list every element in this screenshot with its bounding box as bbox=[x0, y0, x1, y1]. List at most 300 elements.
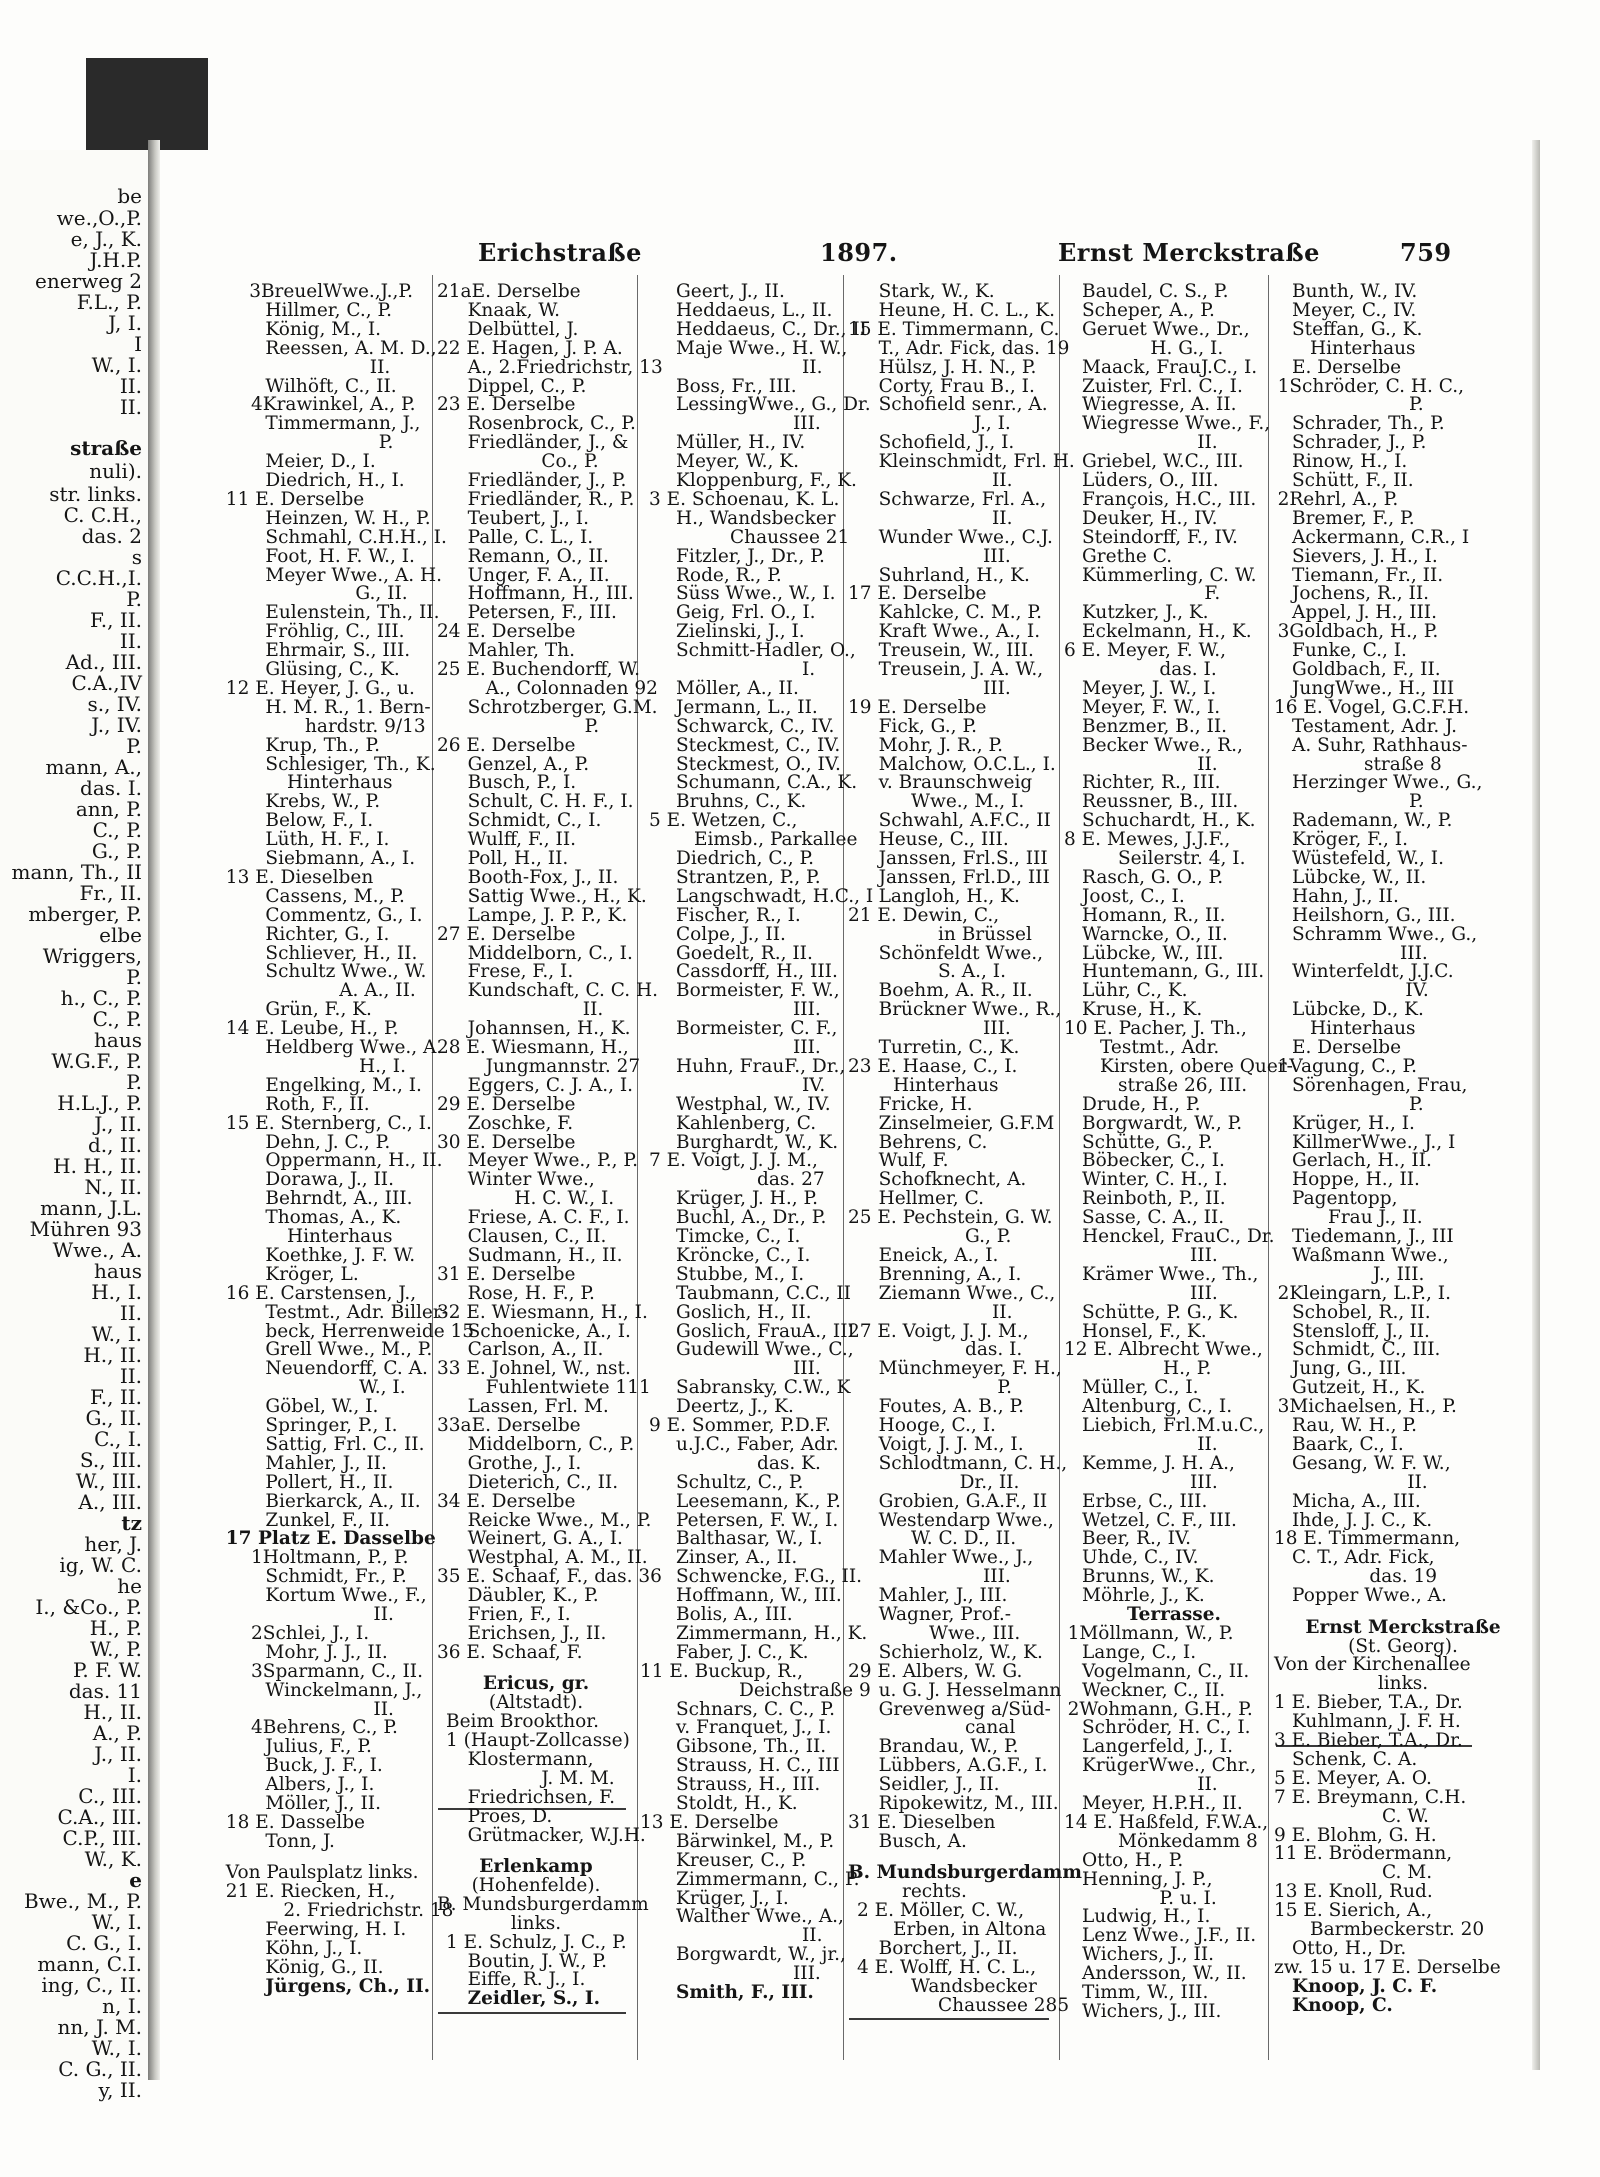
directory-entry-line: Knaak, W. bbox=[467, 299, 561, 321]
directory-entry-line: Steffan, G., K. bbox=[1292, 318, 1423, 340]
page-edge-shadow bbox=[1532, 140, 1540, 2070]
directory-entry-line: II. bbox=[992, 1301, 1013, 1323]
directory-entry-line: G., P. bbox=[965, 1226, 1012, 1247]
directory-entry-line: II. bbox=[1197, 432, 1218, 454]
left-page-line: J., II. bbox=[94, 1112, 142, 1136]
directory-entry-line: straße 8 bbox=[1364, 753, 1442, 775]
left-facing-page-fragment bbox=[0, 150, 151, 2102]
directory-entry-line: links. bbox=[510, 1912, 562, 1934]
directory-entry-line: Erbse, C., III. bbox=[1082, 1490, 1208, 1512]
directory-entry-line: Zuister, Frl. C., I. bbox=[1082, 375, 1243, 397]
directory-entry-line: Eimsb., Parkallee bbox=[694, 829, 858, 851]
directory-entry-line: 27 E. Voigt, J. J. M., bbox=[848, 1320, 1029, 1342]
directory-entry-line: Heddaeus, L., II. bbox=[676, 299, 833, 321]
directory-entry-line: H. G., I. bbox=[1150, 337, 1224, 359]
directory-entry-line: Lübbers, A.G.F., I. bbox=[878, 1755, 1048, 1777]
directory-entry-line: Eneick, A., I. bbox=[878, 1244, 999, 1266]
directory-entry-line: Geruet Wwe., Dr., bbox=[1082, 318, 1250, 340]
left-page-line: elbe bbox=[99, 923, 142, 947]
directory-entry-line: H., P. bbox=[1163, 1358, 1212, 1380]
directory-entry-line: Rinow, H., I. bbox=[1292, 451, 1408, 473]
page-number: 759 bbox=[1400, 238, 1452, 267]
directory-entry-line: 15 E. Sternberg, C., I. bbox=[225, 1112, 432, 1134]
left-page-line: F., II. bbox=[90, 608, 142, 632]
directory-entry-line: Joost, C., I. bbox=[1082, 885, 1185, 907]
left-page-line: C.C.H.,I. bbox=[55, 566, 142, 590]
directory-entry-line: u.J.C., Faber, Adr. bbox=[676, 1433, 839, 1455]
directory-entry-line: Timm, W., III. bbox=[1082, 1982, 1209, 2003]
directory-entry-line: Ripokewitz, M., III. bbox=[878, 1793, 1059, 1814]
directory-entry-line: II. bbox=[1197, 1433, 1218, 1455]
directory-entry-line: H. M. R., 1. Bern- bbox=[265, 696, 431, 718]
directory-entry-line: Buchl, A., Dr., P. bbox=[676, 1207, 827, 1229]
directory-entry-line: Mohr, J. R., P. bbox=[878, 734, 1004, 756]
directory-entry-line: Booth-Fox, J., II. bbox=[467, 866, 619, 888]
left-page-line: II. bbox=[119, 374, 142, 398]
directory-entry-line: Lübcke, W., II. bbox=[1292, 866, 1427, 888]
left-page-line: Bwe., M., P. bbox=[23, 1889, 142, 1913]
directory-entry-line: Lassen, Frl. M. bbox=[467, 1396, 609, 1418]
directory-entry-line: Goldbach, F., II. bbox=[1292, 659, 1441, 680]
directory-heading: Jürgens, Ch., II. bbox=[265, 1975, 431, 1997]
directory-entry-line: Teubert, J., I. bbox=[467, 507, 589, 529]
directory-entry-line: Kümmerling, C. W. bbox=[1082, 564, 1257, 586]
directory-entry-line: Ehrmair, S., III. bbox=[265, 640, 411, 662]
directory-entry-line: Siebmann, A., I. bbox=[265, 848, 416, 869]
left-page-line: das. I. bbox=[80, 776, 142, 800]
left-page-line: d., II. bbox=[87, 1133, 142, 1157]
directory-entry-line: Schütte, G., P. bbox=[1082, 1131, 1213, 1153]
directory-entry-line: Wulff, F., II. bbox=[467, 829, 577, 851]
left-page-line: J., IV. bbox=[91, 713, 142, 737]
directory-entry-line: C. W. bbox=[1382, 1805, 1429, 1827]
directory-entry-line: Schliever, H., II. bbox=[265, 942, 418, 964]
left-page-line: W.G.F., P. bbox=[51, 1049, 142, 1073]
left-page-line: W., I. bbox=[91, 1322, 142, 1346]
left-page-line: ing, C., II. bbox=[41, 1973, 142, 1997]
directory-entry-line: III. bbox=[1190, 1244, 1218, 1266]
left-page-line: Ad., III. bbox=[65, 650, 142, 674]
directory-heading: 17 Platz E. Dasselbe bbox=[225, 1528, 436, 1550]
directory-entry-line: Gudewill Wwe., C., bbox=[676, 1339, 854, 1361]
left-page-line: C.A., III. bbox=[57, 1805, 142, 1829]
directory-entry-line: Middelborn, C., P. bbox=[467, 1433, 635, 1455]
directory-entry-line: Rosenbrock, C., P. bbox=[467, 413, 636, 435]
directory-entry-line: Hellmer, C. bbox=[878, 1188, 984, 1210]
directory-entry-line: Kemme, J. H. A., bbox=[1082, 1452, 1235, 1474]
directory-entry-line: Barmbeckerstr. 20 bbox=[1310, 1919, 1485, 1940]
directory-entry-line: links. bbox=[1377, 1673, 1429, 1695]
left-page-line: mann, J.L. bbox=[40, 1196, 142, 1220]
directory-entry-line: Turretin, C., K. bbox=[878, 1037, 1020, 1058]
directory-entry-line: Kuhlmann, J. F. H. bbox=[1292, 1711, 1461, 1733]
directory-entry-line: Schumann, C.A., K. bbox=[676, 772, 858, 794]
directory-entry-line: Wulf, F. bbox=[878, 1150, 949, 1172]
directory-entry-line: P. u. I. bbox=[1159, 1887, 1217, 1909]
directory-entry-line: v. Braunschweig bbox=[878, 772, 1033, 794]
directory-entry-line: 4 E. Wolff, H. C. L., bbox=[857, 1956, 1037, 1978]
directory-entry-line: 2. Friedrichstr. 18 bbox=[283, 1900, 454, 1922]
directory-heading: Ernst Merckstraße bbox=[1305, 1616, 1501, 1638]
directory-entry-line: 16 E. Vogel, G.C.F.H. bbox=[1274, 696, 1470, 718]
directory-entry-line: Glüsing, C., K. bbox=[265, 659, 400, 680]
directory-entry-line: III. bbox=[793, 999, 821, 1021]
directory-entry-line: Frese, F., I. bbox=[467, 961, 574, 983]
directory-entry-line: III. bbox=[983, 1566, 1011, 1588]
left-page-line: I bbox=[134, 332, 142, 356]
directory-entry-line: Westendarp Wwe., bbox=[878, 1509, 1054, 1531]
directory-heading: Smith, F., III. bbox=[676, 1982, 814, 2003]
directory-entry-line: 28 E. Wiesmann, H., bbox=[437, 1037, 629, 1058]
directory-entry-line: Dehn, J. C., P. bbox=[265, 1131, 391, 1153]
directory-entry-line: Mahler, J., II. bbox=[265, 1452, 387, 1474]
directory-entry-line: Kahlcke, C. M., P. bbox=[878, 602, 1042, 624]
directory-entry-line: Genzel, A., P. bbox=[467, 753, 590, 775]
directory-entry-line: II. bbox=[802, 356, 823, 378]
directory-entry-line: hardstr. 9/13 bbox=[305, 715, 426, 737]
directory-entry-line: Göbel, W., I. bbox=[265, 1396, 379, 1418]
directory-entry-line: Goedelt, R., II. bbox=[676, 942, 813, 964]
directory-entry-line: 4Krawinkel, A., P. bbox=[251, 394, 416, 416]
directory-entry-line: Schramm Wwe., G., bbox=[1292, 923, 1478, 945]
directory-entry-line: Wwe., III. bbox=[929, 1622, 1021, 1644]
directory-entry-line: Sasse, C. A., II. bbox=[1082, 1207, 1225, 1229]
directory-entry-line: Zoschke, F. bbox=[467, 1112, 574, 1134]
directory-entry-line: Jung, G., III. bbox=[1292, 1358, 1407, 1380]
directory-entry-line: Testament, Adr. J. bbox=[1292, 715, 1458, 737]
directory-entry-line: Borgwardt, W., jr., bbox=[676, 1944, 846, 1966]
directory-entry-line: Hinterhaus bbox=[287, 772, 393, 794]
directory-entry-line: Timmermann, J., bbox=[265, 413, 421, 435]
directory-entry-line: Hinterhaus bbox=[1310, 1018, 1416, 1040]
directory-entry-line: Bolis, A., III. bbox=[676, 1604, 793, 1625]
directory-entry-line: Mahler, Th. bbox=[467, 640, 576, 662]
directory-entry-line: Becker Wwe., R., bbox=[1082, 734, 1243, 756]
directory-entry-line: Stubbe, M., I. bbox=[676, 1263, 805, 1285]
left-page-line: C. G., II. bbox=[58, 2057, 142, 2081]
directory-entry-line: Zinser, A., II. bbox=[676, 1547, 798, 1569]
directory-entry-line: Stark, W., K. bbox=[878, 281, 995, 302]
directory-entry-line: Heldberg Wwe., A. bbox=[265, 1037, 443, 1058]
left-page-line: Wriggers, bbox=[42, 944, 142, 968]
directory-entry-line: Schrotzberger, G.M. bbox=[467, 696, 658, 718]
directory-entry-line: Grün, F., K. bbox=[265, 999, 372, 1021]
directory-entry-line: Taubmann, C.C., II bbox=[676, 1282, 851, 1304]
directory-entry-line: 32 E. Wiesmann, H., I. bbox=[437, 1301, 648, 1323]
left-page-line: C.P., III. bbox=[62, 1826, 142, 1850]
directory-entry-line: Däubler, K., P. bbox=[467, 1585, 599, 1607]
directory-entry-line: Bremer, F., P. bbox=[1292, 507, 1415, 529]
directory-entry-line: Schofield senr., A. bbox=[878, 394, 1048, 416]
directory-entry-line: III. bbox=[1190, 1282, 1218, 1304]
directory-entry-line: 31 E. Dieselben bbox=[848, 1811, 996, 1833]
directory-entry-line: Middelborn, C., I. bbox=[467, 942, 633, 964]
directory-entry-line: Kröger, F., I. bbox=[1292, 829, 1408, 851]
directory-entry-line: Micha, A., III. bbox=[1292, 1490, 1421, 1512]
directory-entry-line: Borchert, J., II. bbox=[878, 1937, 1018, 1959]
left-page-line: das. 11 bbox=[68, 1679, 142, 1703]
directory-entry-line: Meyer, H.P.H., II. bbox=[1082, 1793, 1243, 1814]
left-page-line: mberger, P. bbox=[28, 902, 142, 926]
directory-entry-line: Rademann, W., P. bbox=[1292, 810, 1453, 832]
directory-entry-line: Schmahl, C.H.H., I. bbox=[265, 526, 447, 548]
directory-entry-line: canal bbox=[965, 1717, 1016, 1739]
directory-entry-line: 15 E. Sierich, A., bbox=[1274, 1900, 1433, 1922]
directory-entry-line: 2Rehrl, A., P. bbox=[1277, 488, 1399, 510]
directory-entry-line: Hinterhaus bbox=[287, 1226, 393, 1247]
directory-entry-line: Otto, H., Dr. bbox=[1292, 1937, 1407, 1959]
directory-entry-line: Kirsten, obere Quer- bbox=[1100, 1055, 1293, 1077]
directory-entry-line: 6 E. Meyer, F. W., bbox=[1064, 640, 1227, 662]
directory-entry-line: Sudmann, H., II. bbox=[467, 1244, 623, 1266]
directory-entry-line: Schrader, J., P. bbox=[1292, 432, 1427, 454]
left-page-line: haus bbox=[94, 1259, 142, 1283]
directory-entry-line: H., Wandsbecker bbox=[676, 507, 836, 529]
directory-entry-line: Grevenweg a/Süd- bbox=[878, 1698, 1051, 1720]
directory-entry-line: Foutes, A. B., P. bbox=[878, 1396, 1025, 1418]
directory-column-3 bbox=[640, 281, 874, 2062]
directory-entry-line: Eulenstein, Th., II. bbox=[265, 602, 440, 624]
directory-entry-line: LessingWwe., G., Dr. bbox=[676, 394, 871, 416]
directory-entry-line: 30 E. Derselbe bbox=[437, 1131, 576, 1153]
directory-heading: Erlenkamp bbox=[479, 1856, 593, 1877]
directory-entry-line: 8 E. Mewes, J.J.F., bbox=[1064, 829, 1231, 851]
directory-entry-line: 1 E. Schulz, J. C., P. bbox=[446, 1931, 627, 1953]
directory-column-2 bbox=[437, 281, 663, 2062]
directory-entry-line: Lampe, J. P. P., K. bbox=[467, 904, 628, 926]
directory-entry-line: 16 E. Carstensen, J., bbox=[225, 1282, 417, 1304]
directory-entry-line: Commentz, G., I. bbox=[265, 904, 423, 926]
directory-entry-line: Richter, R., III. bbox=[1082, 772, 1221, 794]
directory-entry-line: III. bbox=[983, 1018, 1011, 1040]
directory-entry-line: Kröger, L. bbox=[265, 1263, 359, 1285]
directory-entry-line: Waßmann Wwe., bbox=[1292, 1244, 1449, 1266]
left-page-line: we.,O.,P. bbox=[56, 206, 142, 230]
directory-entry-line: Bormeister, F. W., bbox=[676, 980, 840, 1002]
left-page-line: P. bbox=[126, 965, 142, 989]
directory-entry-line: Eiffe, R. J., I. bbox=[467, 1969, 586, 1991]
directory-entry-line: Möhrle, J., K. bbox=[1082, 1585, 1205, 1607]
directory-entry-line: Engelking, M., I. bbox=[265, 1074, 422, 1096]
directory-entry-line: Gibsone, Th., II. bbox=[676, 1736, 827, 1758]
directory-entry-line: G., II. bbox=[355, 583, 408, 605]
directory-entry-line: Sabransky, C.W., K bbox=[676, 1377, 851, 1399]
directory-entry-line: Faber, J. C., K. bbox=[676, 1641, 809, 1663]
directory-entry-line: 12 E. Heyer, J. G., u. bbox=[225, 677, 415, 699]
directory-entry-line: P. bbox=[378, 432, 394, 454]
directory-entry-line: Friedrichsen, F. bbox=[467, 1786, 615, 1808]
directory-entry-line: Poll, H., II. bbox=[467, 848, 569, 869]
directory-entry-line: Geig, Frl. O., I. bbox=[676, 602, 816, 624]
left-page-line: J, I. bbox=[108, 311, 142, 335]
directory-entry-line: Schenk, C. A. bbox=[1292, 1748, 1418, 1770]
directory-entry-line: IV. bbox=[1405, 980, 1429, 1002]
directory-entry-line: Funke, C., I. bbox=[1292, 640, 1407, 662]
directory-entry-line: 2Schlei, J., I. bbox=[251, 1622, 370, 1644]
left-page-line: W., P. bbox=[90, 1637, 142, 1661]
directory-entry-line: Kleinschmidt, Frl. H. bbox=[878, 451, 1075, 473]
directory-entry-line: Grell Wwe., M., P. bbox=[265, 1339, 433, 1361]
directory-entry-line: Weinert, G. A., I. bbox=[467, 1528, 623, 1550]
directory-entry-line: Schult, C. H. F., I. bbox=[467, 791, 634, 813]
directory-entry-line: Mahler, J., III. bbox=[878, 1585, 1008, 1607]
left-page-line: enerweg 2 bbox=[35, 269, 142, 293]
directory-entry-line: Clausen, C., II. bbox=[467, 1226, 607, 1247]
left-page-line: her, J. bbox=[84, 1532, 142, 1556]
directory-entry-line: Wilhöft, C., II. bbox=[265, 375, 397, 397]
directory-entry-line: Frien, F., I. bbox=[467, 1604, 571, 1625]
directory-entry-line: Gerlach, H., II. bbox=[1292, 1150, 1432, 1172]
directory-entry-line: 3Michaelsen, H., P. bbox=[1277, 1396, 1457, 1418]
directory-entry-line: Fricke, H. bbox=[878, 1093, 973, 1115]
directory-entry-line: 13 E. Dieselben bbox=[225, 866, 374, 888]
directory-entry-line: Balthasar, W., I. bbox=[676, 1528, 823, 1550]
directory-entry-line: Grobien, G.A.F., II bbox=[878, 1490, 1048, 1512]
directory-entry-line: Reinboth, P., II. bbox=[1082, 1188, 1226, 1210]
left-page-line: s bbox=[131, 545, 142, 569]
directory-entry-line: Deuker, H., IV. bbox=[1082, 507, 1218, 529]
left-page-line: e bbox=[129, 1868, 142, 1892]
directory-entry-line: Kröncke, C., I. bbox=[676, 1244, 811, 1266]
directory-entry-line: Deertz, J., K. bbox=[676, 1396, 794, 1418]
directory-entry-line: Chaussee 285 bbox=[938, 1994, 1070, 2016]
directory-entry-line: III. bbox=[983, 677, 1011, 699]
directory-entry-line: Richter, G., I. bbox=[265, 923, 390, 945]
directory-entry-line: Petersen, F. W., I. bbox=[676, 1509, 839, 1531]
left-page-line: J.H.P. bbox=[89, 248, 142, 272]
directory-entry-line: 25 E. Pechstein, G. W. bbox=[848, 1207, 1053, 1229]
directory-entry-line: Jermann, L., II. bbox=[676, 696, 818, 718]
directory-entry-line: Erben, in Altona bbox=[893, 1919, 1047, 1940]
left-page-line: C., P. bbox=[92, 818, 142, 842]
left-page-line: tz bbox=[121, 1511, 142, 1535]
directory-entry-line: Timcke, C., I. bbox=[676, 1226, 801, 1247]
left-page-line: e, J., K. bbox=[70, 227, 142, 251]
directory-entry-line: Henckel, FrauC., Dr. bbox=[1082, 1226, 1275, 1247]
directory-entry-line: Von der Kirchenallee bbox=[1274, 1654, 1471, 1676]
directory-entry-line: Janssen, Frl.D., III bbox=[878, 866, 1050, 888]
directory-entry-line: Fuhlentwiete 111 bbox=[485, 1377, 651, 1399]
directory-entry-line: JungWwe., H., III bbox=[1292, 677, 1455, 699]
directory-entry-line: Suhrland, H., K. bbox=[878, 564, 1030, 586]
directory-entry-line: Grothe, J., I. bbox=[467, 1452, 582, 1474]
directory-entry-line: Sievers, J. H., I. bbox=[1292, 545, 1438, 567]
directory-entry-line: 3Sparmann, C., II. bbox=[251, 1660, 423, 1682]
directory-entry-line: J. M. M. bbox=[541, 1767, 615, 1789]
directory-entry-line: Deichstraße 9 bbox=[739, 1679, 871, 1701]
directory-entry-line: Klostermann, bbox=[467, 1748, 594, 1770]
directory-entry-line: zw. 15 u. 17 E. Derselbe bbox=[1274, 1956, 1501, 1978]
directory-entry-line: 23 E. Haase, C., I. bbox=[848, 1055, 1018, 1077]
directory-entry-line: Schmidt, C., I. bbox=[467, 810, 602, 832]
directory-entry-line: Unger, F. A., II. bbox=[467, 564, 610, 586]
directory-entry-line: Langerfeld, J., I. bbox=[1082, 1736, 1233, 1758]
directory-entry-line: Böbecker, C., I. bbox=[1082, 1150, 1225, 1172]
directory-entry-line: Schönfeldt Wwe., bbox=[878, 942, 1044, 964]
directory-entry-line: Reessen, A. M. D., bbox=[265, 337, 437, 359]
directory-entry-line: 23 E. Derselbe bbox=[437, 394, 576, 416]
directory-entry-line: A., Colonnaden 92 bbox=[485, 677, 658, 699]
directory-entry-line: Beim Brookthor. bbox=[446, 1711, 599, 1733]
directory-entry-line: Wichers, J., II. bbox=[1082, 1944, 1215, 1966]
directory-entry-line: Strantzen, P., P. bbox=[676, 866, 821, 888]
directory-entry-line: II. bbox=[992, 507, 1013, 529]
left-page-line: C., P. bbox=[92, 1007, 142, 1031]
directory-entry-line: Sattig, Frl. C., II. bbox=[265, 1433, 425, 1455]
directory-entry-line: Maje Wwe., H. W., bbox=[676, 337, 848, 359]
directory-entry-line: 33aE. Derselbe bbox=[437, 1415, 581, 1436]
directory-entry-line: 22 E. Hagen, J. P. A. bbox=[437, 337, 623, 359]
directory-entry-line: Koethke, J. F. W. bbox=[265, 1244, 416, 1266]
directory-entry-line: Rode, R., P. bbox=[676, 564, 782, 586]
left-page-line: haus bbox=[94, 1028, 142, 1052]
directory-entry-line: 12 E. Albrecht Wwe., bbox=[1064, 1339, 1263, 1361]
directory-entry-line: Dr., II. bbox=[959, 1471, 1020, 1493]
left-page-line: G., II. bbox=[85, 1406, 142, 1430]
directory-entry-line: II. bbox=[1197, 753, 1218, 775]
directory-entry-line: Meyer Wwe., A. H. bbox=[265, 564, 442, 586]
directory-heading: Ericus, gr. bbox=[482, 1673, 590, 1695]
directory-entry-line: Kahlenberg, C. bbox=[676, 1112, 817, 1134]
left-page-line: II. bbox=[119, 1364, 142, 1388]
directory-entry-line: Winterfeldt, J.J.C. bbox=[1292, 961, 1454, 983]
directory-entry-line: Hinterhaus bbox=[1310, 337, 1416, 359]
directory-entry-line: 27 E. Derselbe bbox=[437, 923, 576, 945]
directory-entry-line: Pagentopp, bbox=[1292, 1188, 1398, 1210]
directory-entry-line: Ziemann Wwe., C., bbox=[878, 1282, 1056, 1304]
directory-entry-line: 17 E. Derselbe bbox=[848, 583, 987, 605]
left-page-line: N., II. bbox=[84, 1175, 142, 1199]
left-page-line: C., I. bbox=[94, 1427, 142, 1451]
directory-entry-line: Seidler, J., II. bbox=[878, 1774, 1000, 1796]
directory-entry-line: Honsel, F., K. bbox=[1082, 1320, 1207, 1342]
directory-entry-line: III. bbox=[793, 1963, 821, 1985]
directory-entry-line: Maack, FrauJ.C., I. bbox=[1082, 356, 1258, 378]
directory-entry-line: Hülsz, J. H. N., P. bbox=[878, 356, 1037, 378]
directory-entry-line: H., I. bbox=[359, 1055, 406, 1077]
directory-entry-line: Meier, D., I. bbox=[265, 451, 376, 473]
directory-entry-line: Heilshorn, G., III. bbox=[1292, 904, 1456, 926]
directory-entry-line: Johannsen, H., K. bbox=[467, 1018, 631, 1040]
directory-entry-line: Köhn, J., I. bbox=[265, 1937, 363, 1959]
directory-entry-line: François, H.C., III. bbox=[1082, 488, 1257, 510]
directory-entry-line: Heuse, C., III. bbox=[878, 829, 1009, 851]
directory-entry-line: in Brüssel bbox=[938, 923, 1032, 945]
left-page-line: I., &Co., P. bbox=[35, 1595, 142, 1619]
directory-entry-line: 5 E. Wetzen, C., bbox=[649, 810, 798, 832]
directory-entry-line: Gutzeit, H., K. bbox=[1292, 1377, 1426, 1399]
directory-entry-line: Brückner Wwe., R., bbox=[878, 999, 1062, 1021]
directory-entry-line: König, M., I. bbox=[265, 318, 382, 340]
directory-entry-line: II. bbox=[582, 999, 604, 1021]
directory-entry-line: Carlson, A., II. bbox=[467, 1339, 604, 1361]
directory-entry-line: Buck, J. F., I. bbox=[265, 1755, 383, 1777]
left-page-line: ann, P. bbox=[75, 797, 142, 821]
directory-entry-line: 1Schröder, C. H. C., bbox=[1277, 375, 1465, 397]
directory-entry-line: Schierholz, W., K. bbox=[878, 1641, 1043, 1663]
directory-entry-line: Co., P. bbox=[541, 451, 599, 473]
directory-heading: B. Mundsburgerdamm bbox=[848, 1862, 1082, 1884]
left-page-line: II. bbox=[119, 395, 142, 419]
directory-entry-line: Mönkedamm 8 bbox=[1118, 1830, 1258, 1852]
directory-entry-line: Krüger, H., I. bbox=[1292, 1112, 1415, 1134]
directory-entry-line: Lühr, C., K. bbox=[1082, 980, 1188, 1002]
directory-entry-line: Zimmermann, H., K. bbox=[676, 1622, 868, 1644]
directory-entry-line: E. Derselbe bbox=[1292, 356, 1402, 378]
directory-entry-line: 35 E. Schaaf, F., das. 36 bbox=[437, 1566, 662, 1588]
directory-entry-line: Behrndt, A., III. bbox=[265, 1188, 413, 1210]
directory-entry-line: u. G. J. Hesselmann bbox=[878, 1679, 1062, 1701]
